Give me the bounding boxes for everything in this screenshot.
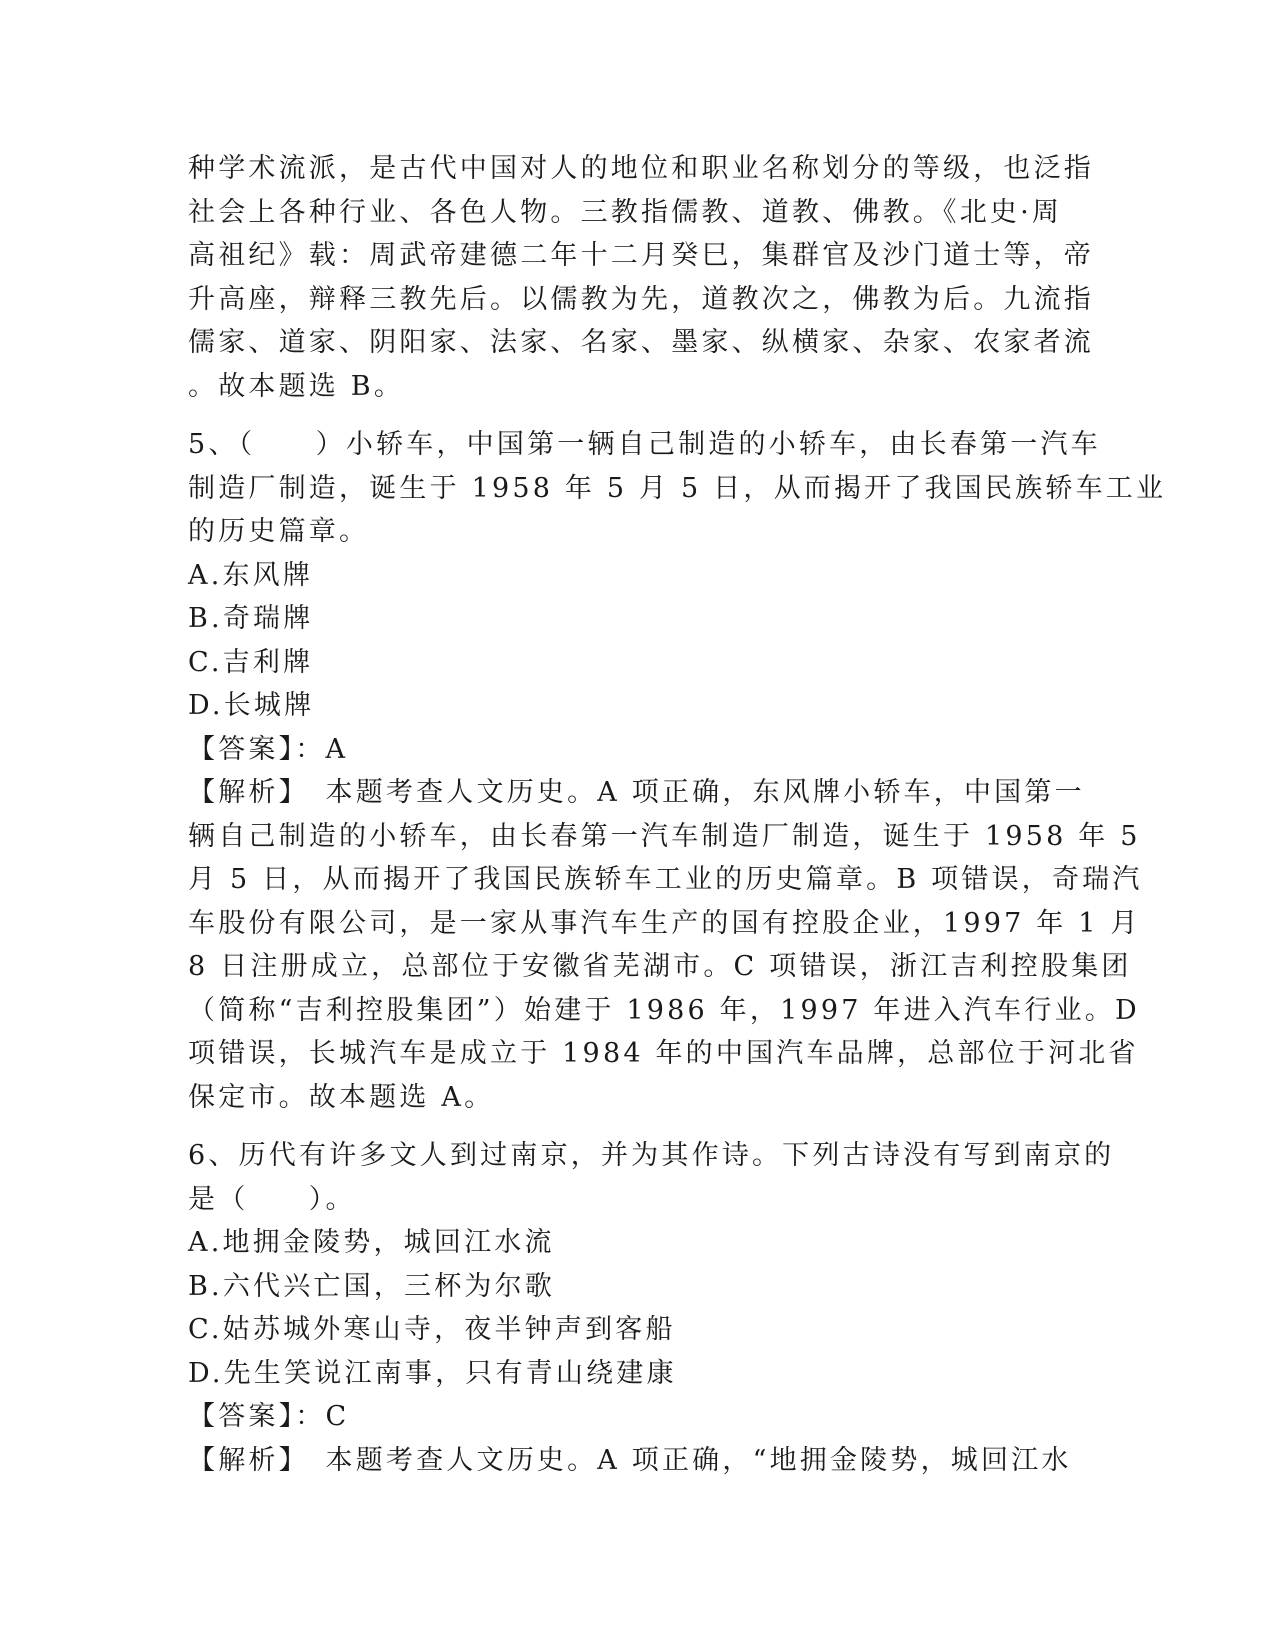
option-b: B.奇瑞牌: [188, 603, 314, 634]
question-6-stem: [188, 1134, 1115, 1221]
text-line: 儒家、道家、阴阳家、法家、名家、墨家、纵横家、杂家、农家者流: [188, 327, 1094, 358]
previous-analysis-continuation: [188, 147, 1094, 408]
text-line: （简称“吉利控股集团”）始建于 1986 年，1997 年进入汽车行业。D: [188, 994, 1140, 1026]
text-line: 辆自己制造的小轿车，由长春第一汽车制造厂制造，诞生于 1958 年 5: [188, 820, 1141, 852]
text-line: 8 日注册成立，总部位于安徽省芜湖市。C 项错误，浙江吉利控股集团: [188, 951, 1132, 982]
option-d: D.先生笑说江南事，只有青山绕建康: [188, 1357, 677, 1389]
option-b: B.六代兴亡国，三杯为尔歌: [188, 1270, 556, 1302]
paragraph-gap: [188, 1119, 1088, 1134]
answer-label: 【答案】：: [188, 1401, 326, 1432]
question-6-answer: [188, 1395, 1088, 1439]
text-line: 【解析】 本题考查人文历史。A 项正确，“地拥金陵势，城回江水: [188, 1444, 1072, 1476]
answer-value: C: [325, 1401, 350, 1432]
question-5-answer: [188, 728, 1088, 772]
text-line: 是（ ）。: [188, 1183, 356, 1215]
text-line: 升高座，辩释三教先后。以儒教为先，道教次之，佛教为后。九流指: [188, 283, 1094, 315]
option-a: A.东风牌: [188, 559, 314, 591]
text-line: 【解析】 本题考查人文历史。A 项正确，东风牌小轿车，中国第一: [188, 777, 1085, 808]
question-5-stem: [188, 423, 1167, 554]
text-line: 车股份有限公司，是一家从事汽车生产的国有控股企业，1997 年 1 月: [188, 907, 1141, 939]
text-line: 种学术流派，是古代中国对人的地位和职业名称划分的等级，也泛指: [188, 153, 1094, 184]
option-c: C.吉利牌: [188, 646, 314, 678]
option-a: A.地拥金陵势，城回江水流: [188, 1227, 555, 1258]
option-d: D.长城牌: [188, 690, 315, 721]
question-5-analysis: [188, 771, 1143, 1119]
text-line: 保定市。故本题选 A。: [188, 1081, 495, 1113]
option-c: C.姑苏城外寒山寺，夜半钟声到客船: [188, 1314, 676, 1345]
text-line: 6、历代有许多文人到过南京，并为其作诗。下列古诗没有写到南京的: [188, 1140, 1115, 1171]
answer-label: 【答案】：: [188, 733, 326, 765]
text-line: 社会上各种行业、各色人物。三教指儒教、道教、佛教。《北史·周: [188, 196, 1063, 228]
question-6-options: [188, 1221, 1088, 1395]
text-line: 高祖纪》载：周武帝建德二年十二月癸巳，集群官及沙门道士等，帝: [188, 240, 1094, 271]
answer-value: A: [325, 733, 349, 765]
text-line: 。故本题选 B。: [188, 370, 405, 402]
text-line: 月 5 日，从而揭开了我国民族轿车工业的历史篇章。B 项错误，奇瑞汽: [188, 864, 1143, 895]
text-line: 制造厂制造，诞生于 1958 年 5 月 5 日，从而揭开了我国民族轿车工业: [188, 472, 1167, 504]
paragraph-gap: [188, 408, 1088, 423]
text-line: 5、（ ）小轿车，中国第一辆自己制造的小轿车，由长春第一汽车: [188, 429, 1101, 460]
document-body: [188, 147, 1167, 1482]
text-line: 的历史篇章。: [188, 516, 370, 547]
question-6: [188, 1134, 1115, 1482]
question-5-options: [188, 554, 1088, 728]
question-6-analysis: [188, 1439, 1088, 1483]
text-line: 项错误，长城汽车是成立于 1984 年的中国汽车品牌，总部位于河北省: [188, 1038, 1139, 1069]
question-5: [188, 423, 1167, 1119]
